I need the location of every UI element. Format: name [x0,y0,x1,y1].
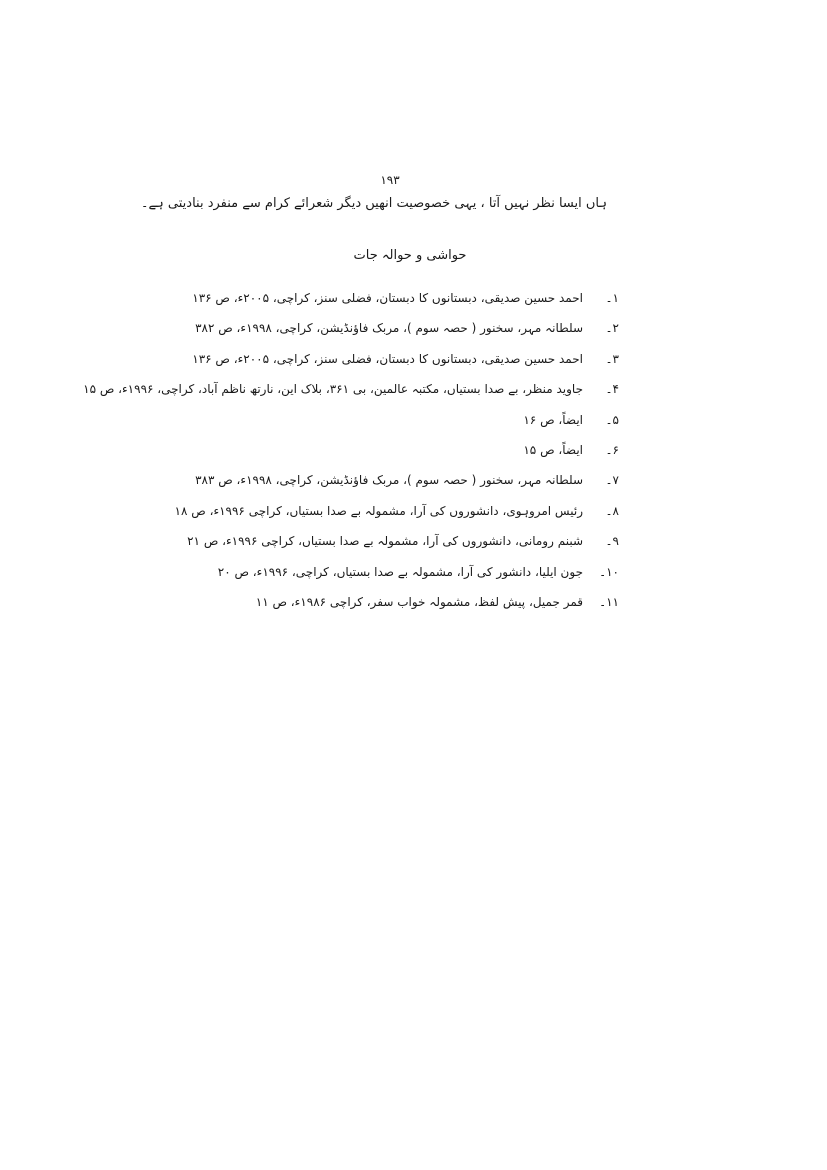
note-item [19,379,619,399]
section-heading: حواشی و حوالہ جات [353,248,467,263]
note-text: سلطانہ مہر، سخنور ( حصہ سوم )، مربک فاؤنڈیشن، کراچی، ۱۹۹۸ء، ص ۳۸۳ [195,473,583,488]
note-number: ۱۱۔ [599,594,619,609]
note-number: ۹۔ [605,534,619,549]
note-item [19,288,619,308]
note-item [19,531,619,551]
note-number: ۶۔ [605,442,619,457]
note-text: سلطانہ مہر، سخنور ( حصہ سوم )، مربک فاؤنڈیشن، کراچی، ۱۹۹۸ء، ص ۳۸۲ [195,321,583,336]
note-number: ۱۔ [605,291,619,305]
note-number: ۸۔ [605,503,619,518]
note-item [19,562,619,582]
note-item [19,592,619,612]
note-item [19,349,619,369]
note-text: احمد حسین صدیقی، دبستانوں کا دبستان، فضلی سنز، کراچی، ۲۰۰۵ء، ص ۱۳۶ [192,351,583,366]
note-text: احمد حسین صدیقی، دبستانوں کا دبستان، فضلی سنز، کراچی، ۲۰۰۵ء، ص ۱۳۶ [192,291,583,305]
note-number: ۳۔ [605,351,619,366]
note-text: ایضاً، ص ۱۵ [523,442,583,457]
note-text: رئیس امروہوی، دانشوروں کی آرا، مشمولہ بے صدا بستیاں، کراچی ۱۹۹۶ء، ص ۱۸ [174,503,583,518]
note-number: ۴۔ [605,382,619,397]
note-item [19,318,619,338]
note-text: جاوید منظر، بے صدا بستیاں، مکتبہ عالمین، بی ۳۶۱، بلاک این، نارتھ ناظم آباد، کراچی، ۱۹۹۶ء، ص ۱۵ [83,382,583,397]
notes-list [19,288,619,622]
note-text: شبنم رومانی، دانشوروں کی آرا، مشمولہ بے صدا بستیاں، کراچی ۱۹۹۶ء، ص ۲۱ [187,534,583,549]
note-item [19,501,619,521]
note-number: ۵۔ [605,412,619,427]
note-number: ۲۔ [605,321,619,336]
note-item [19,440,619,460]
intro-paragraph: ہاں ایسا نظر نہیں آتا ، یہی خصوصیت انھیں دیگر شعرائے کرام سے منفرد بنادیتی ہے۔ [140,196,607,211]
note-text: قمر جمیل، پیش لفظ، مشمولہ خواب سفر، کراچی ۱۹۸۶ء، ص ۱۱ [255,594,583,609]
page-number: ۱۹۳ [380,173,400,187]
note-text: ایضاً، ص ۱۶ [523,412,583,427]
note-item [19,470,619,490]
note-text: جون ایلیا، دانشور کی آرا، مشمولہ بے صدا بستیاں، کراچی، ۱۹۹۶ء، ص ۲۰ [217,564,583,579]
note-number: ۷۔ [605,473,619,488]
note-item [19,410,619,430]
note-number: ۱۰۔ [599,564,619,579]
